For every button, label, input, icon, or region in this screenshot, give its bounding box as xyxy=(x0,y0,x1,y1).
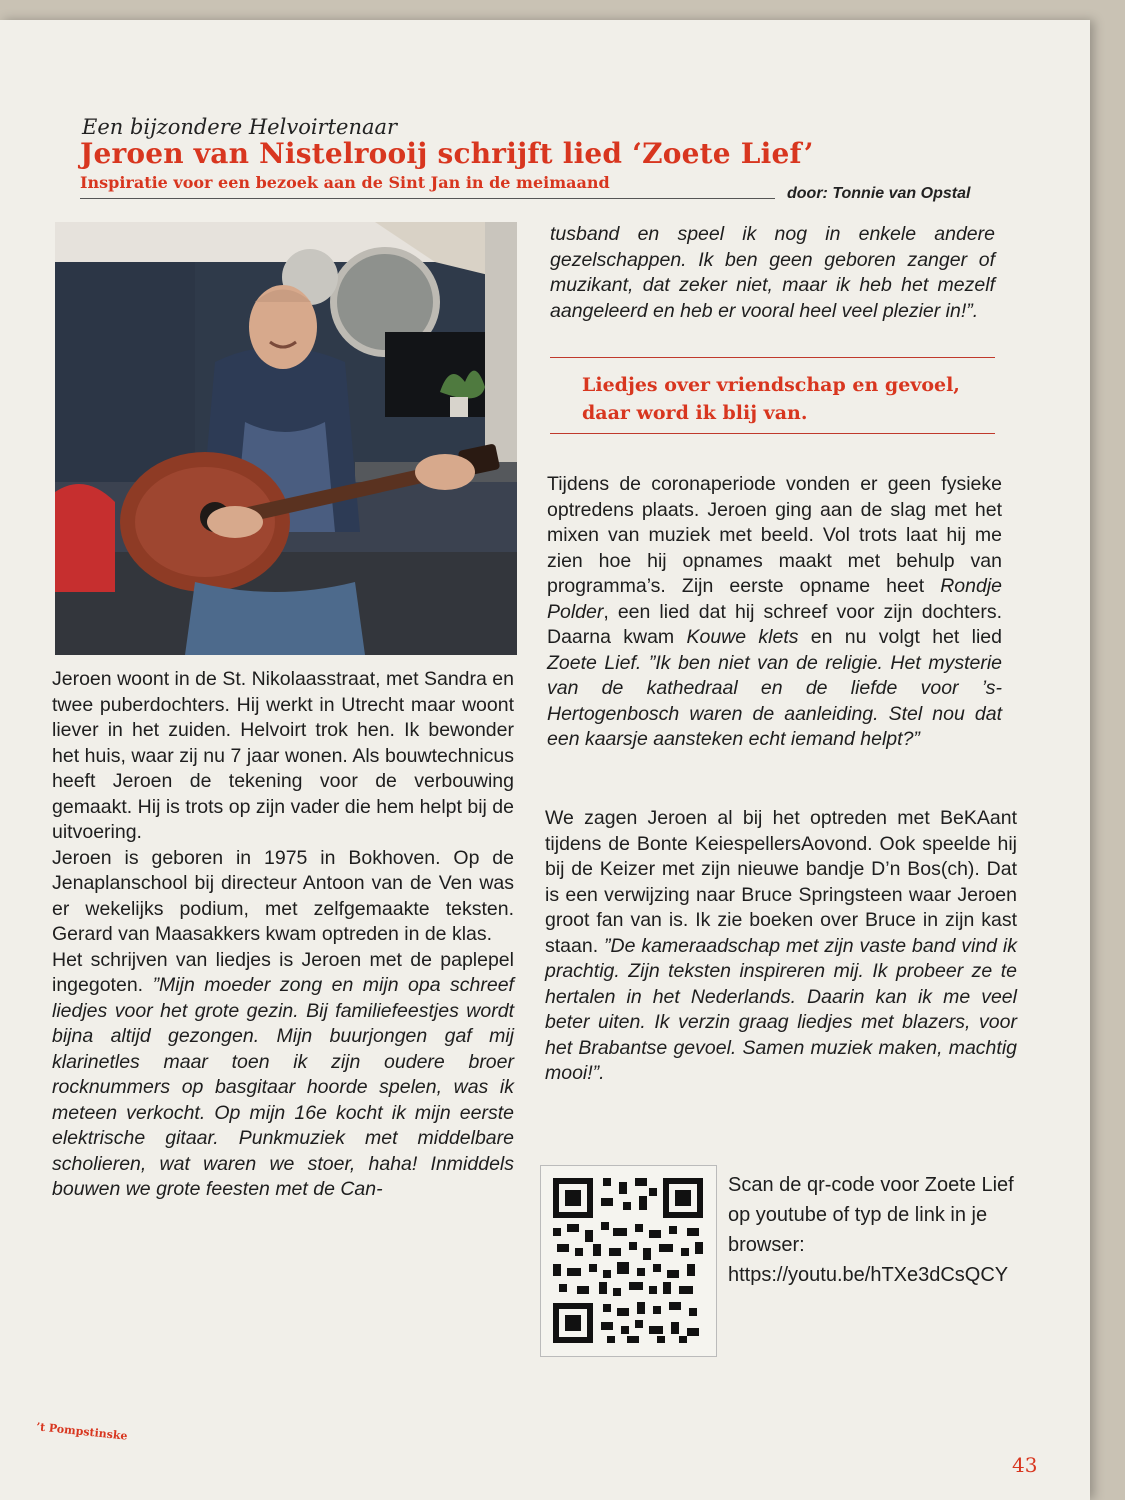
paragraph-intro: Jeroen woont in de St. Nikolaasstraat, met Sandra en twee puberdochters. Hij werkt in Utrecht maar woont liever in het zuiden. Helvoirt trok hen. Ik bewonder het huis, waar zij nu 7 jaar wonen. Als bouwtechnicus heeft Jeroen de tekening voor de verbouwing gemaakt. Hij is trots op zijn vader die hem helpt bij de uitvoering. xyxy=(52,668,514,843)
corona-text-2: , een lied dat hij schreef voor zijn dochters. Daarna kwam xyxy=(547,600,1002,648)
song-title-kouwe-klets: Kouwe klets xyxy=(686,626,799,648)
paragraph-songwriting xyxy=(52,948,514,1203)
magazine-logo: ’t Pompstinske xyxy=(35,1420,129,1443)
paragraph-songwriting-intro: Het schrijven van liedjes is Jeroen met de paplepel ingegoten. xyxy=(52,948,514,996)
article-subheadline: Inspiratie voor een bezoek aan de Sint Jan in de meimaand xyxy=(80,173,610,192)
paragraph-birth: Jeroen is geboren in 1975 in Bokhoven. Op de Jenaplanschool bij directeur Antoon van de Ven was er wekelijks podium, met zelfgemaakte teksten. Gerard van Maasakkers kwam optreden in de klas. xyxy=(52,846,514,945)
song-title-rondje-polder: Rondje Polder xyxy=(547,575,1002,623)
article-kicker: Een bijzondere Helvoirtenaar xyxy=(82,115,398,139)
right-column-continued: tusband en speel ik nog in enkele andere gezelschappen. Ik ben geen geboren zanger of muzikant, dat zeker niet, maar ik heb het mezelf aangeleerd en heb er vooral heel veel plezier in!”. xyxy=(550,223,995,322)
bekaant-text: We zagen Jeroen al bij het optreden met BeKAant tijdens de Bonte KeiespellersAovond. Ook speelde hij bij de Keizer met zijn nieuwe bandje D’n Bos(ch). Dat is een verwijzing naar Bruce Springsteen waar Jeroen groot fan van is. Ik zie boeken over Bruce in zijn kast staan. xyxy=(545,807,1017,957)
header-rule xyxy=(80,198,775,199)
song-title-zoete-lief: Zoete Lief. xyxy=(547,651,642,674)
man-with-guitar-photo xyxy=(55,222,517,655)
pullquote: Liedjes over vriendschap en gevoel, daar word ik blij van. xyxy=(582,374,960,424)
paragraph-songwriting-quote: ”Mijn moeder zong en mijn opa schreef liedjes voor het grote gezin. Bij familiefeestjes wordt bijna altijd gezongen. Mijn buurjongen gaf mij klarinetles maar toen ik zijn oudere broer rocknummers op basgitaar hoorde spelen, was ik meteen verkocht. Op mijn 16e kocht ik mijn eerste elektrische gitaar. Punkmuziek met middelbare scholieren, wat waren we stoer, haha! Inmiddels bouwen we grote feesten met de Can- xyxy=(52,974,514,1200)
page-number: 43 xyxy=(1012,1453,1038,1477)
qr-caption: Scan de qr-code voor Zoete Lief op youtube of typ de link in je browser: https://youtu.be/hTXe3dCsQCY xyxy=(728,1174,1014,1286)
paragraph-corona xyxy=(547,472,1002,753)
article-headline: Jeroen van Nistelrooij schrijft lied ‘Zoete Lief’ xyxy=(80,137,814,170)
left-column-text xyxy=(52,667,514,1203)
corona-quote: ”Ik ben niet van de religie. Het mysterie van de kathedraal en de liefde voor ’s-Hertogenbosch waren de aanleiding. Stel nou dat een kaarsje aansteken echt iemand helpt?” xyxy=(547,651,1003,750)
qr-code-icon[interactable] xyxy=(540,1165,717,1357)
corona-text-1: Tijdens de coronaperiode vonden er geen fysieke optredens plaats. Jeroen ging aan de slag met het mixen van muziek met beeld. Vol trots laat hij me zien hoe hij opnames maakt met behulp van programma’s. Zijn eerste opname heet xyxy=(547,473,1002,597)
paragraph-bekaant xyxy=(545,806,1017,1087)
corona-text-3: en nu volgt het lied xyxy=(798,626,1002,648)
bekaant-quote: ”De kameraadschap met zijn vaste band vind ik prachtig. Zijn teksten inspireren mij. Ik probeer ze te hertalen in het Nederlands. Daarin kan ik me veel beter uiten. Ik verzin graag liedjes met blazers, voor het Brabantse gevoel. Samen muziek maken, machtig mooi!”. xyxy=(545,934,1017,1084)
article-byline: door: Tonnie van Opstal xyxy=(787,185,971,202)
pullquote-rule-top xyxy=(550,357,995,358)
pullquote-rule-bottom xyxy=(550,433,995,434)
